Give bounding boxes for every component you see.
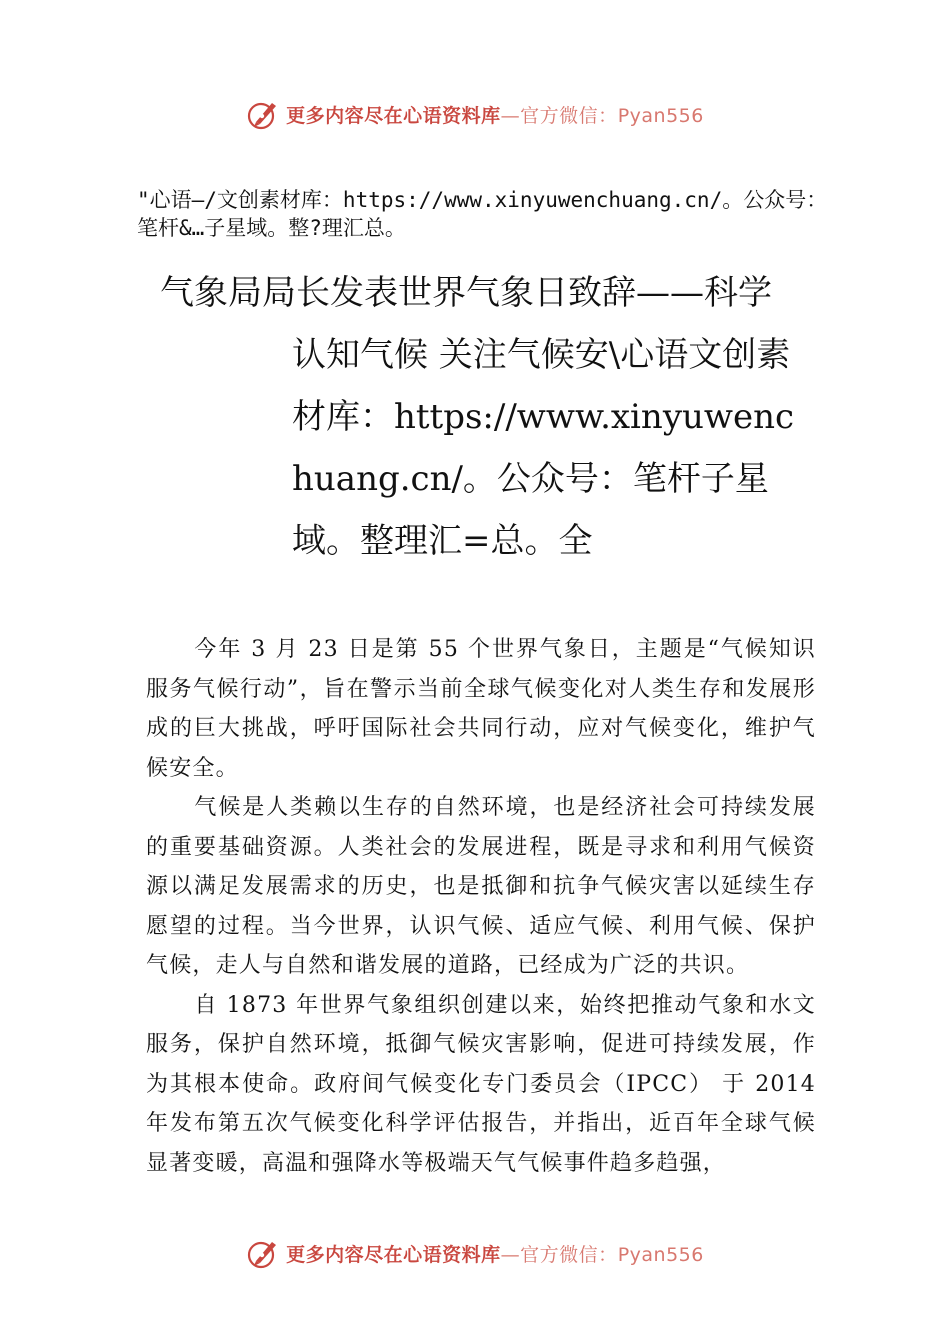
brand-text: 更多内容尽在心语资料库: [286, 104, 501, 127]
quill-pen-icon: [246, 1236, 280, 1270]
banner-separator: —: [500, 1243, 521, 1266]
wechat-label: 官方微信：: [520, 104, 618, 127]
footer-banner: [0, 1233, 950, 1273]
wechat-id: Pyan556: [617, 104, 704, 127]
document-body: [146, 630, 816, 1183]
header-banner: [0, 94, 950, 134]
banner-text: [286, 1240, 704, 1267]
title-line-1: 气象局局长发表世界气象日致辞——科学: [160, 273, 772, 313]
paragraph: 气候是人类赖以生存的自然环境，也是经济社会可持续发展的重要基础资源。人类社会的发展进程，既是寻求和利用气候资源以满足发展需求的历史，也是抵御和抗争气候灾害以延续生存愿望的过程。当今世界，认识气候、适应气候、利用气候、保护气候，走人与自然和谐发展的道路，已经成为广泛的共识。: [146, 795, 816, 978]
brand-text: 更多内容尽在心语资料库: [286, 1243, 501, 1266]
quill-pen-icon: [246, 97, 280, 131]
banner-separator: —: [500, 104, 521, 127]
paragraph: 今年 3 月 23 日是第 55 个世界气象日，主题是“气候知识服务气候行动”，旨在警示当前全球气候变化对人类生存和发展形成的巨大挑战，呼吁国际社会共同行动，应对气候变化，维护气候安全。: [146, 637, 816, 781]
paragraph: 自 1873 年世界气象组织创建以来，始终把推动气象和水文服务，保护自然环境，抵御气候灾害影响，促进可持续发展，作为其根本使命。政府间气候变化专门委员会（IPCC） 于 2014 年发布第五次气候变化科学评估报告，并指出，近百年全球气候显著变暖，高温和强降水等极端天气气候事件趋多趋强，: [146, 992, 816, 1176]
wechat-label: 官方微信：: [520, 1243, 618, 1266]
document-title: [150, 262, 810, 572]
source-line: "心语—/文创素材库：https://www.xinyuwenchuang.cn/。公众号：笔杆&…子星域。整?理汇总。: [137, 188, 828, 240]
title-rest: 认知气候 关注气候安\心语文创素材库：https://www.xinyuwenchuang.cn/。公众号：笔杆子星域。整理汇=总。全: [292, 335, 795, 561]
wechat-id: Pyan556: [617, 1243, 704, 1266]
banner-text: [286, 101, 704, 128]
